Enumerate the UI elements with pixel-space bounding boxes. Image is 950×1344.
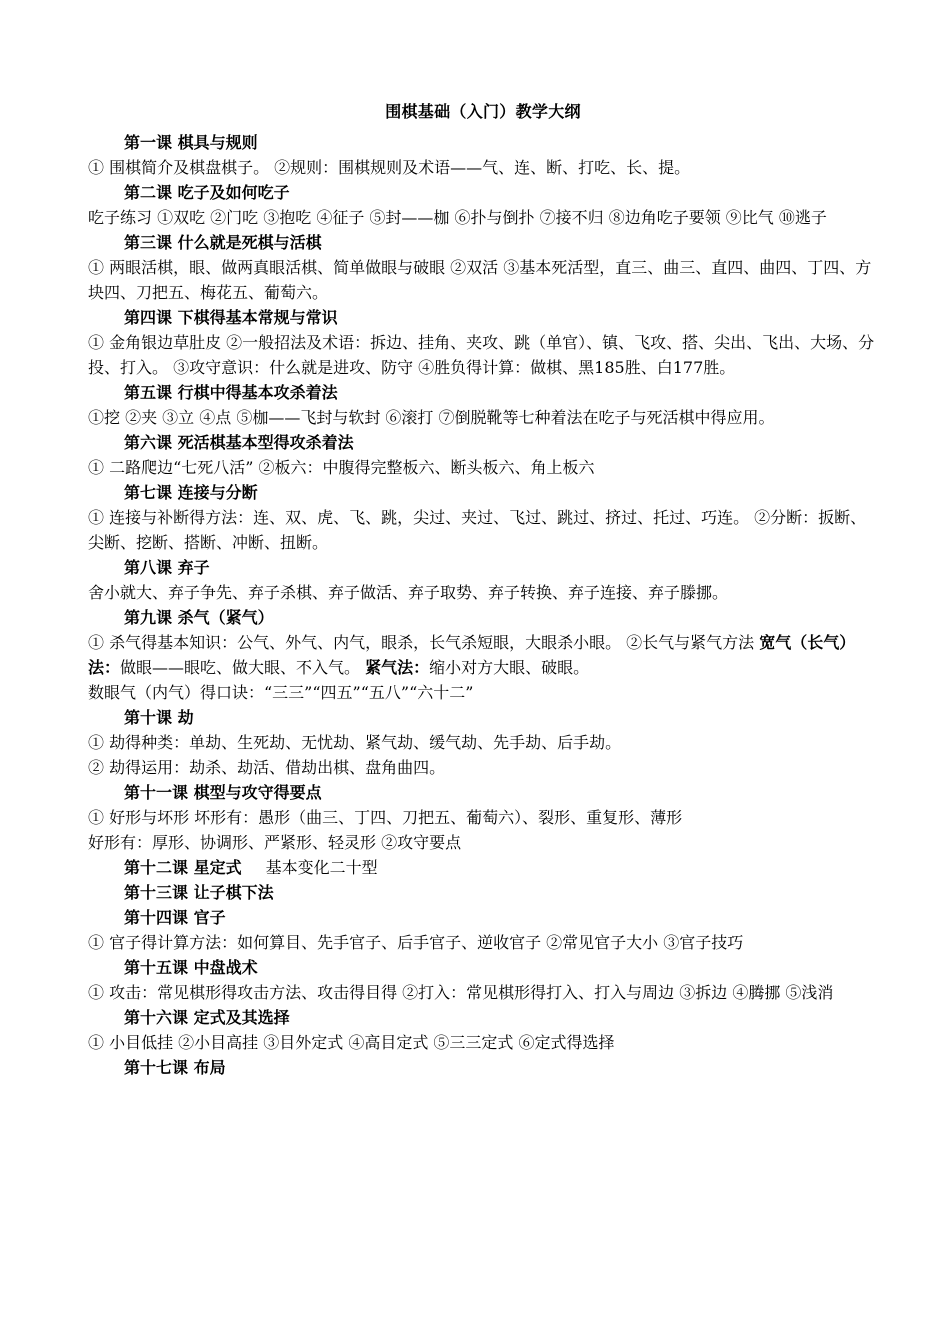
lesson-2 (88, 180, 878, 230)
lesson-heading: 第十三课 让子棋下法 (124, 883, 274, 902)
lesson-text: ① 连接与补断得方法：连、双、虎、飞、跳，尖过、夹过、飞过、跳过、挤过、托过、巧连。 ②分断：扳断、尖断、挖断、搭断、冲断、扭断。 (88, 508, 867, 552)
bold-term: 紧气法： (365, 658, 430, 677)
lesson-heading: 第三课 什么就是死棋与活棋 (124, 233, 322, 252)
lesson-7 (88, 480, 878, 555)
lesson-text: ① 好形与坏形 坏形有：愚形（曲三、丁四、刀把五、葡萄六）、裂形、重复形、薄形 (88, 808, 683, 827)
lesson-heading: 第四课 下棋得基本常规与常识 (124, 308, 338, 327)
lesson-heading: 第五课 行棋中得基本攻杀着法 (124, 383, 338, 402)
lesson-text: ① 小目低挂 ②小目高挂 ③目外定式 ④高目定式 ⑤三三定式 ⑥定式得选择 (88, 1033, 615, 1052)
lesson-heading: 第十课 劫 (124, 708, 194, 727)
lesson-6 (88, 430, 878, 480)
lesson-heading: 第十五课 中盘战术 (124, 958, 258, 977)
lesson-text: 数眼气（内气）得口诀：“三三”“四五”“五八”“六十二” (88, 683, 474, 702)
lesson-heading: 第七课 连接与分断 (124, 483, 258, 502)
lesson-text: ② 劫得运用：劫杀、劫活、借劫出棋、盘角曲四。 (88, 758, 446, 777)
lesson-8 (88, 555, 878, 605)
lesson-text: ① 金角银边草肚皮 ②一般招法及术语：拆边、挂角、夹攻、跳（单官）、镇、飞攻、搭、尖出、飞出、大场、分投、打入。 ③攻守意识：什么就是进攻、防守 ④胜负得计算：做棋、黑185胜、白177胜。 (88, 333, 875, 377)
lesson-3 (88, 230, 878, 305)
lesson-text-mixed (88, 630, 878, 680)
lesson-16 (88, 1005, 878, 1055)
lesson-heading-text: 第十二课 星定式 (124, 858, 242, 877)
lesson-heading: 第二课 吃子及如何吃子 (124, 183, 290, 202)
text-run: 做眼——眼吃、做大眼、不入气。 (120, 658, 366, 677)
lesson-1 (88, 130, 878, 180)
lesson-text: ① 官子得计算方法：如何算目、先手官子、后手官子、逆收官子 ②常见官子大小 ③官子技巧 (88, 933, 744, 952)
lesson-text: 好形有：厚形、协调形、严紧形、轻灵形 ②攻守要点 (88, 833, 462, 852)
lesson-note: 基本变化二十型 (265, 858, 378, 877)
lesson-4 (88, 305, 878, 380)
lesson-15 (88, 955, 878, 1005)
lesson-heading: 第八课 弃子 (124, 558, 210, 577)
lesson-text: ① 围棋简介及棋盘棋子。 ②规则：围棋规则及术语——气、连、断、打吃、长、提。 (88, 158, 691, 177)
lesson-heading-with-note (88, 855, 878, 880)
lesson-heading: 第十七课 布局 (124, 1058, 226, 1077)
lesson-text: ①挖 ②夹 ③立 ④点 ⑤枷——飞封与软封 ⑥滚打 ⑦倒脱靴等七种着法在吃子与死活棋中得应用。 (88, 408, 775, 427)
lesson-heading: 第十六课 定式及其选择 (124, 1008, 290, 1027)
lesson-heading: 第六课 死活棋基本型得攻杀着法 (124, 433, 354, 452)
lesson-text: ① 劫得种类：单劫、生死劫、无忧劫、紧气劫、缓气劫、先手劫、后手劫。 (88, 733, 622, 752)
lesson-heading: 第九课 杀气（紧气） (124, 608, 274, 627)
lesson-11 (88, 780, 878, 855)
text-run: ① 杀气得基本知识：公气、外气、内气，眼杀，长气杀短眼，大眼杀小眼。 ②长气与紧气方法 (88, 633, 760, 652)
lesson-heading: 第一课 棋具与规则 (124, 133, 258, 152)
lesson-9 (88, 605, 878, 705)
bold-term: 宽气（长气）法： (88, 633, 856, 677)
document-title: 围棋基础（入门）教学大纲 (385, 102, 581, 121)
lesson-13 (88, 880, 878, 905)
text-run: 缩小对方大眼、破眼。 (429, 658, 590, 677)
lesson-14 (88, 905, 878, 955)
lesson-text: ① 攻击：常见棋形得攻击方法、攻击得目得 ②打入：常见棋形得打入、打入与周边 ③拆边 ④腾挪 ⑤浅消 (88, 983, 834, 1002)
lesson-text: 舍小就大、弃子争先、弃子杀棋、弃子做活、弃子取势、弃子转换、弃子连接、弃子滕挪。 (88, 583, 729, 602)
lesson-heading: 第十一课 棋型与攻守得要点 (124, 783, 322, 802)
lesson-5 (88, 380, 878, 430)
lesson-12 (88, 855, 878, 880)
lesson-10 (88, 705, 878, 780)
lesson-text: ① 二路爬边“七死八活” ②板六：中腹得完整板六、断头板六、角上板六 (88, 458, 595, 477)
lesson-text: ① 两眼活棋，眼、做两真眼活棋、简单做眼与破眼 ②双活 ③基本死活型，直三、曲三、直四、曲四、丁四、方块四、刀把五、梅花五、葡萄六。 (88, 258, 872, 302)
document-page (88, 99, 878, 1080)
lesson-heading: 第十四课 官子 (124, 908, 226, 927)
lesson-text: 吃子练习 ①双吃 ②门吃 ③抱吃 ④征子 ⑤封——枷 ⑥扑与倒扑 ⑦接不归 ⑧边角吃子要领 ⑨比气 ⑩逃子 (88, 208, 827, 227)
lesson-17 (88, 1055, 878, 1080)
